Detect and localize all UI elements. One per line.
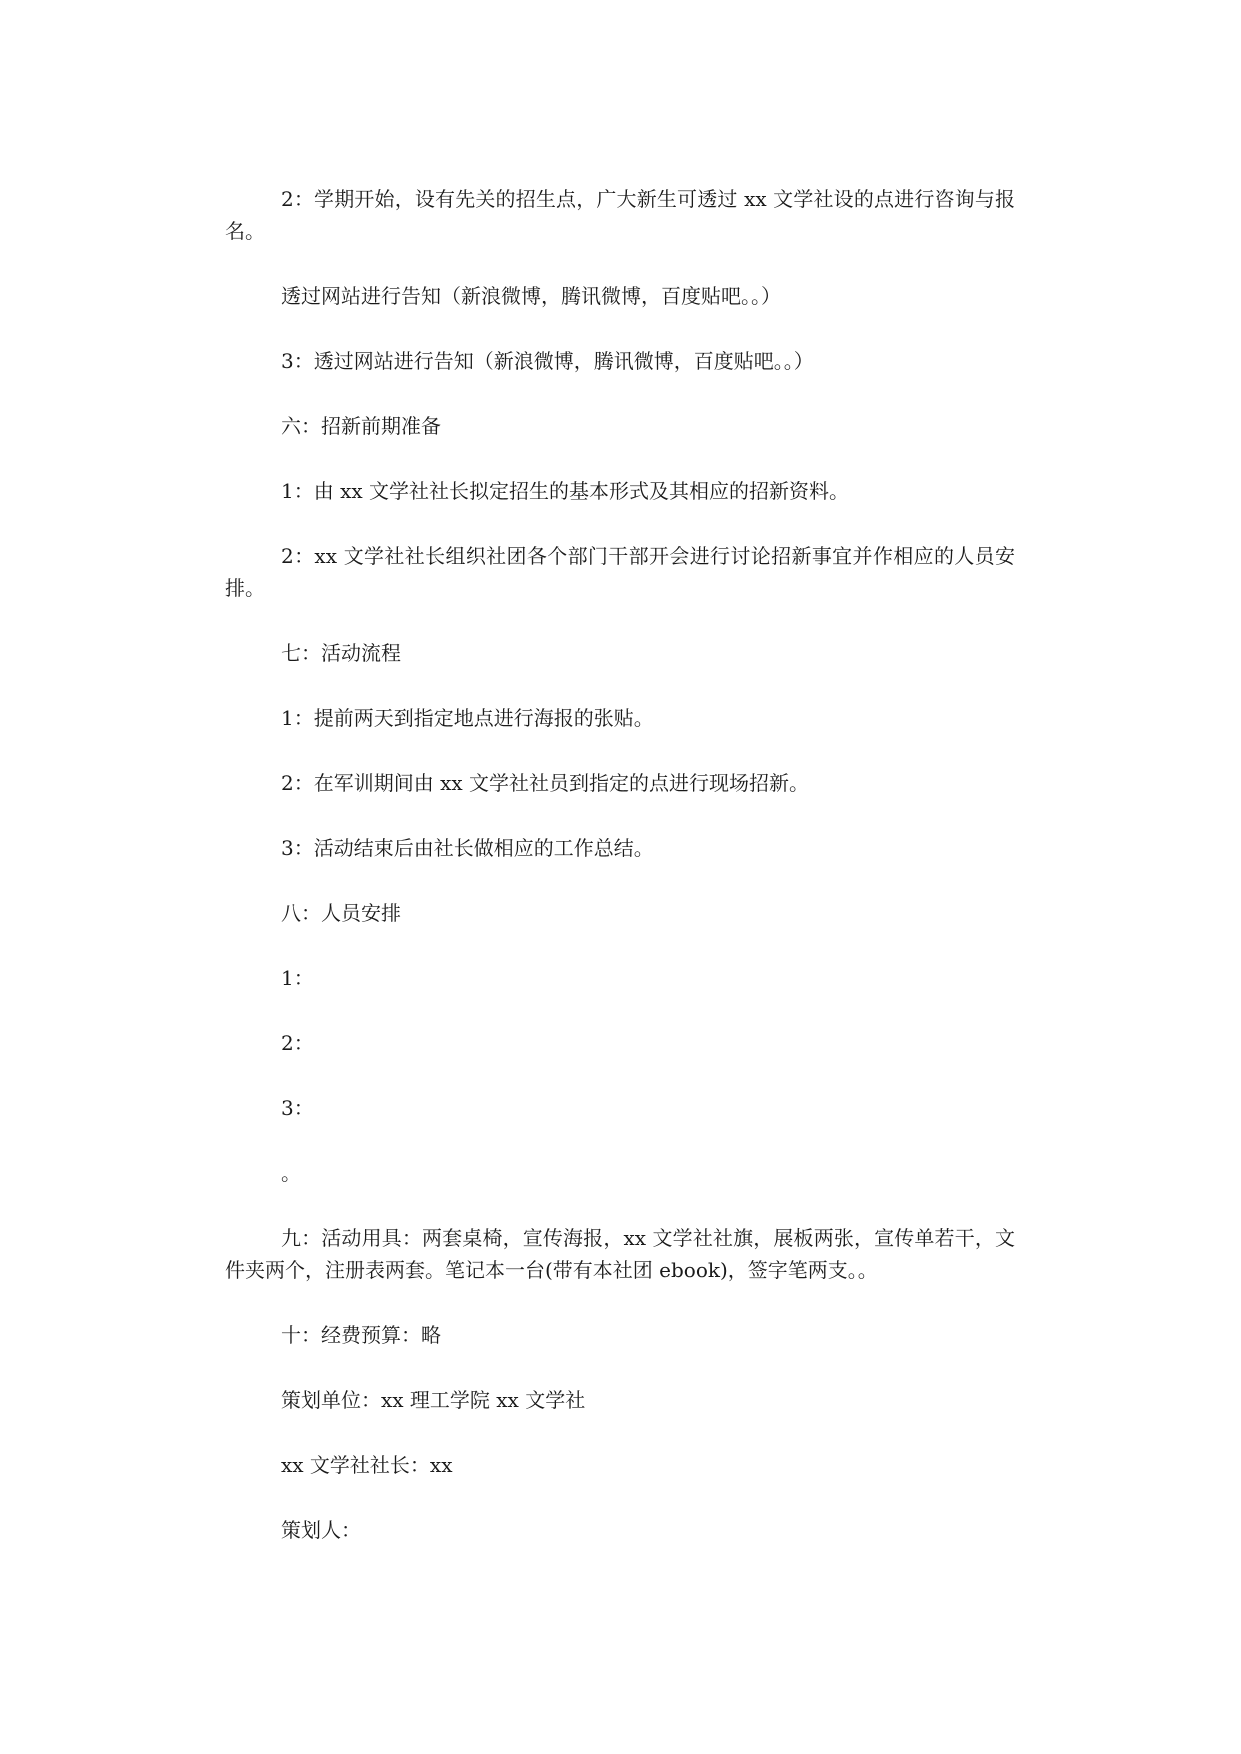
paragraph: 3：活动结束后由社长做相应的工作总结。 xyxy=(281,836,654,860)
document-body xyxy=(225,183,1015,1546)
list-item: 2： xyxy=(281,1031,314,1055)
list-item: 1： xyxy=(281,966,314,990)
paragraph: 2：在军训期间由 xx 文学社社员到指定的点进行现场招新。 xyxy=(281,771,809,795)
paragraph: 2：学期开始，设有先关的招生点，广大新生可透过 xx 文学社设的点进行咨询与报名。 xyxy=(225,187,1015,243)
section-heading: 六：招新前期准备 xyxy=(281,414,441,438)
paragraph: 2：xx 文学社社长组织社团各个部门干部开会进行讨论招新事宜并作相应的人员安排。 xyxy=(225,544,1015,600)
list-item: 3： xyxy=(281,1096,314,1120)
paragraph: 策划人： xyxy=(281,1518,361,1542)
section-heading: 十：经费预算：略 xyxy=(281,1323,441,1347)
paragraph: 透过网站进行告知（新浪微博，腾讯微博，百度贴吧。。） xyxy=(281,284,781,308)
section-heading: 七：活动流程 xyxy=(281,641,401,665)
paragraph: 3：透过网站进行告知（新浪微博，腾讯微博，百度贴吧。。） xyxy=(281,349,814,373)
paragraph: xx 文学社社长：xx xyxy=(281,1453,453,1477)
paragraph: 。 xyxy=(281,1161,301,1185)
paragraph: 九：活动用具：两套桌椅，宣传海报，xx 文学社社旗，展板两张，宣传单若干，文件夹两个，注册表两套。笔记本一台(带有本社团 ebook)，签字笔两支。。 xyxy=(225,1226,1015,1282)
section-heading: 八：人员安排 xyxy=(281,901,401,925)
paragraph: 1：由 xx 文学社社长拟定招生的基本形式及其相应的招新资料。 xyxy=(281,479,849,503)
paragraph: 策划单位：xx 理工学院 xx 文学社 xyxy=(281,1388,586,1412)
paragraph: 1：提前两天到指定地点进行海报的张贴。 xyxy=(281,706,654,730)
